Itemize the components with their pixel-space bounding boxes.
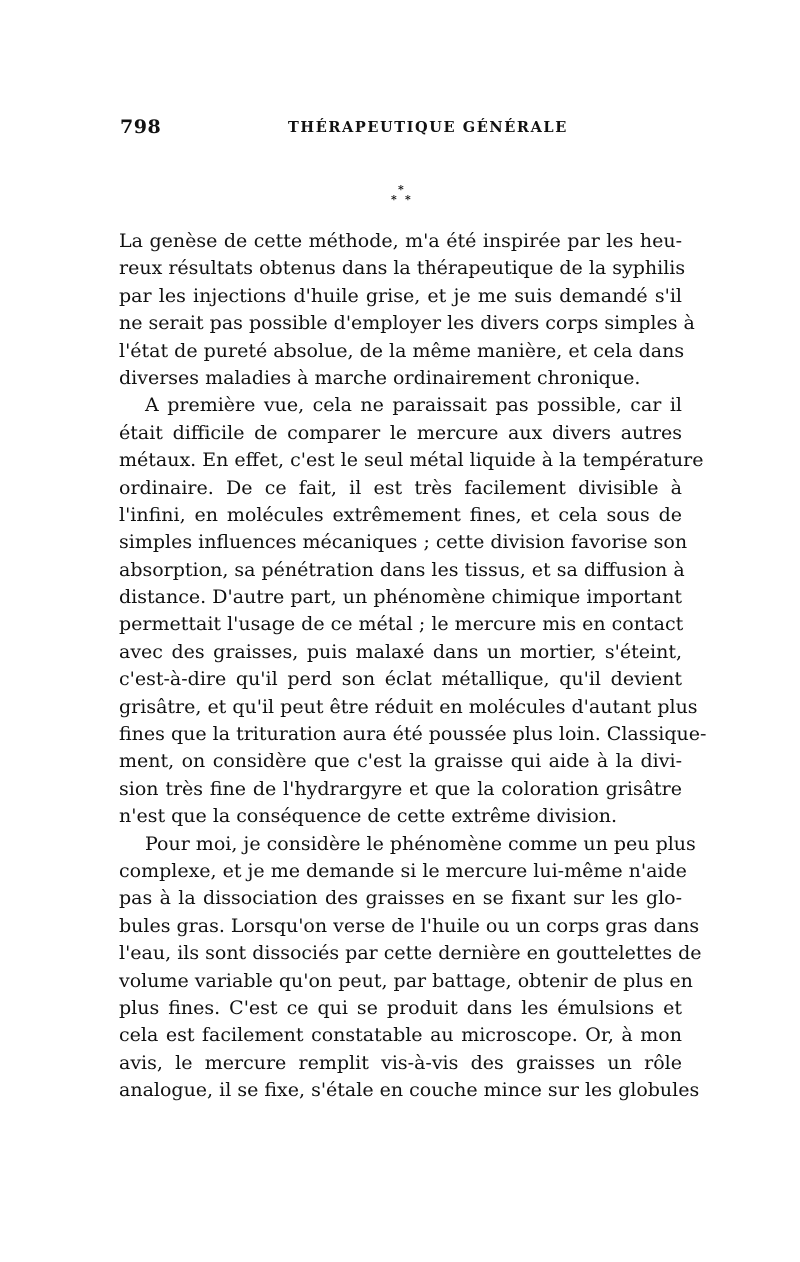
text-line: volume variable qu'on peut, par battage, obtenir de plus en [119, 969, 693, 992]
text-line: avis, le mercure remplit vis-à-vis des graisses un rôle [119, 1051, 682, 1074]
text-line: distance. D'autre part, un phénomène chimique important [119, 586, 682, 609]
text-line: reux résultats obtenus dans la thérapeutique de la syphilis [119, 257, 686, 280]
text-line: l'infini, en molécules extrêmement fines, et cela sous de [119, 503, 682, 526]
asterism-star: * [405, 193, 411, 206]
text-line: sion très fine de l'hydrargyre et que la coloration grisâtre [119, 777, 682, 800]
text-line: l'eau, ils sont dissociés par cette dernière en gouttelettes de [119, 942, 702, 965]
text-line: n'est que la conséquence de cette extrême division. [119, 805, 618, 828]
text-line: ordinaire. De ce fait, il est très facilement divisible à [119, 476, 682, 499]
text-line: fines que la trituration aura été poussée plus loin. Classique- [119, 723, 707, 746]
running-title: THÉRAPEUTIQUE GÉNÉRALE [288, 119, 568, 136]
page-number: 798 [120, 116, 162, 138]
body-text [119, 228, 707, 1105]
text-line: pas à la dissociation des graisses en se fixant sur les glo- [119, 887, 682, 910]
asterism-star: * [398, 183, 404, 196]
text-line: absorption, sa pénétration dans les tissus, et sa diffusion à [119, 558, 685, 581]
text-line: cela est facilement constatable au microscope. Or, à mon [119, 1024, 682, 1047]
text-line: diverses maladies à marche ordinairement chronique. [119, 366, 641, 389]
text-line: bules gras. Lorsqu'on verse de l'huile ou un corps gras dans [119, 914, 700, 937]
text-line: simples influences mécaniques ; cette division favorise son [119, 531, 688, 554]
text-line: c'est-à-dire qu'il perd son éclat métallique, qu'il devient [119, 668, 682, 691]
text-line: La genèse de cette méthode, m'a été inspirée par les heu- [119, 230, 682, 252]
text-line: complexe, et je me demande si le mercure lui-même n'aide [119, 859, 687, 882]
text-line: grisâtre, et qu'il peut être réduit en molécules d'autant plus [119, 695, 698, 718]
text-line: plus fines. C'est ce qui se produit dans les émulsions et [119, 996, 682, 1019]
asterism-separator [389, 184, 415, 214]
text-line: A première vue, cela ne paraissait pas possible, car il [145, 394, 682, 417]
text-line: métaux. En effet, c'est le seul métal liquide à la température [119, 449, 704, 472]
text-line: analogue, il se fixe, s'étale en couche mince sur les globules [119, 1079, 700, 1102]
text-line: par les injections d'huile grise, et je me suis demandé s'il [119, 284, 682, 307]
text-line: Pour moi, je considère le phénomène comme un peu plus [145, 832, 696, 855]
text-line: ment, on considère que c'est la graisse qui aide à la divi- [119, 750, 682, 773]
asterism-star: * [391, 193, 397, 206]
text-line: était difficile de comparer le mercure aux divers autres [119, 421, 682, 444]
text-line: ne serait pas possible d'employer les divers corps simples à [119, 312, 695, 335]
text-line: permettait l'usage de ce métal ; le mercure mis en contact [119, 613, 684, 636]
text-line: l'état de pureté absolue, de la même manière, et cela dans [119, 339, 685, 362]
text-line: avec des graisses, puis malaxé dans un mortier, s'éteint, [119, 640, 682, 663]
